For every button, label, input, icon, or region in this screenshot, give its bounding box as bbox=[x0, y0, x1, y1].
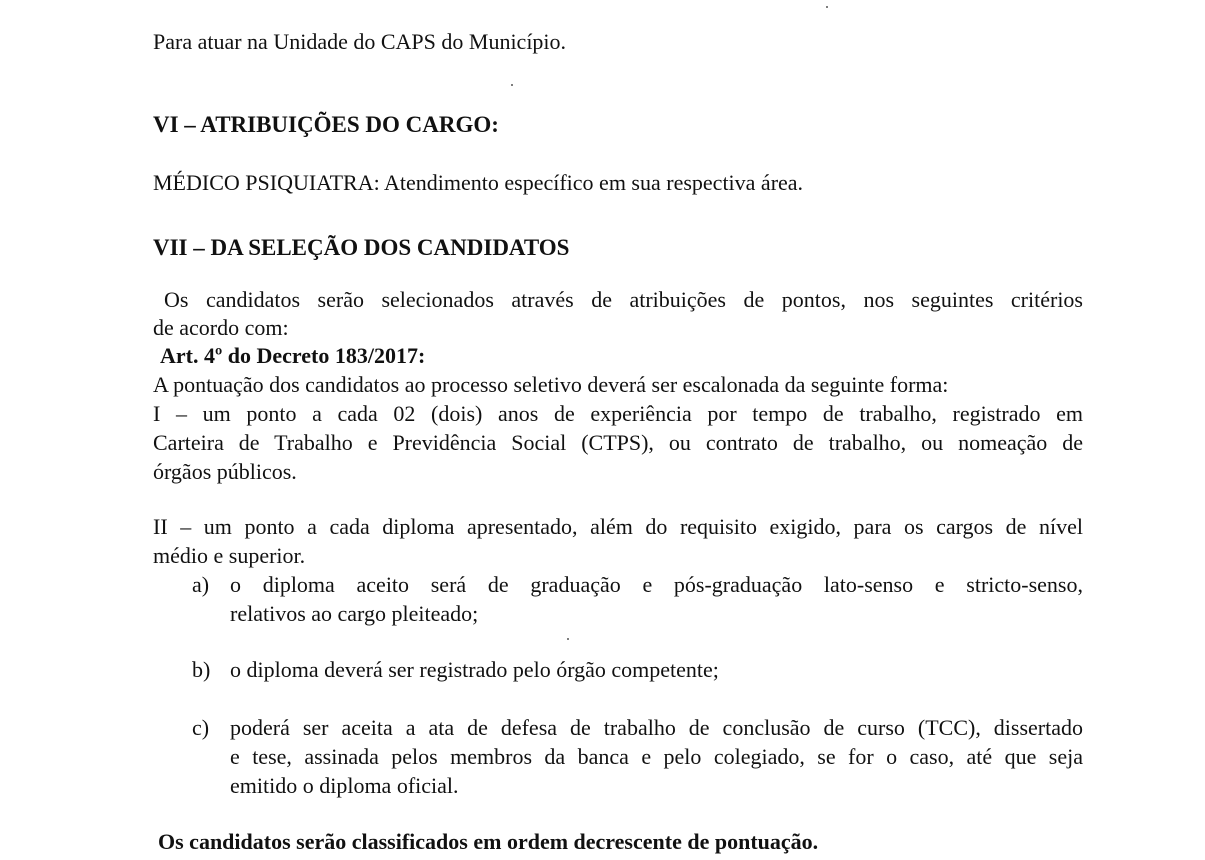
sub-item-a-line: o diploma aceito será de graduação e pós-graduação lato-senso e stricto-senso, bbox=[230, 572, 1083, 597]
item-one-line: Carteira de Trabalho e Previdência Social (CTPS), ou contrato de trabalho, ou nomeação de bbox=[153, 430, 1083, 455]
cargo-description: MÉDICO PSIQUIATRA: Atendimento específico em sua respectiva área. bbox=[153, 170, 804, 195]
sub-item-c-line: e tese, assinada pelos membros da banca e pelo colegiado, se for o caso, até que seja bbox=[230, 744, 1083, 769]
selection-paragraph-line: de acordo com: bbox=[153, 315, 289, 340]
article-heading: Art. 4º do Decreto 183/2017: bbox=[160, 343, 426, 368]
scoring-intro: A pontuação dos candidatos ao processo seletivo deverá ser escalonada da seguinte forma: bbox=[153, 372, 949, 397]
sub-item-a-line: relativos ao cargo pleiteado; bbox=[230, 601, 479, 626]
sub-item-b-line: o diploma deverá ser registrado pelo órgão competente; bbox=[230, 657, 719, 682]
intro-line: Para atuar na Unidade do CAPS do Município. bbox=[153, 29, 567, 54]
item-two-line: médio e superior. bbox=[153, 543, 306, 568]
item-one-line: I – um ponto a cada 02 (dois) anos de experiência por tempo de trabalho, registrado em bbox=[153, 401, 1083, 426]
sub-item-marker: c) bbox=[192, 715, 210, 740]
scan-speck bbox=[567, 638, 569, 640]
sub-item-c-line: poderá ser aceita a ata de defesa de trabalho de conclusão de curso (TCC), dissertado bbox=[230, 715, 1083, 740]
scan-speck bbox=[511, 84, 513, 86]
closing-statement: Os candidatos serão classificados em ordem decrescente de pontuação. bbox=[158, 829, 819, 854]
section-heading-atribuicoes: VI – ATRIBUIÇÕES DO CARGO: bbox=[153, 112, 499, 137]
item-two-line: II – um ponto a cada diploma apresentado, além do requisito exigido, para os cargos de nível bbox=[153, 514, 1083, 539]
item-one-line: órgãos públicos. bbox=[153, 459, 297, 484]
sub-item-marker: b) bbox=[192, 657, 211, 682]
selection-paragraph-line: Os candidatos serão selecionados através de atribuições de pontos, nos seguintes critérios bbox=[164, 287, 1083, 312]
section-heading-selecao: VII – DA SELEÇÃO DOS CANDIDATOS bbox=[153, 235, 570, 260]
scan-speck bbox=[826, 6, 828, 8]
sub-item-marker: a) bbox=[192, 572, 210, 597]
sub-item-c-line: emitido o diploma oficial. bbox=[230, 773, 459, 798]
